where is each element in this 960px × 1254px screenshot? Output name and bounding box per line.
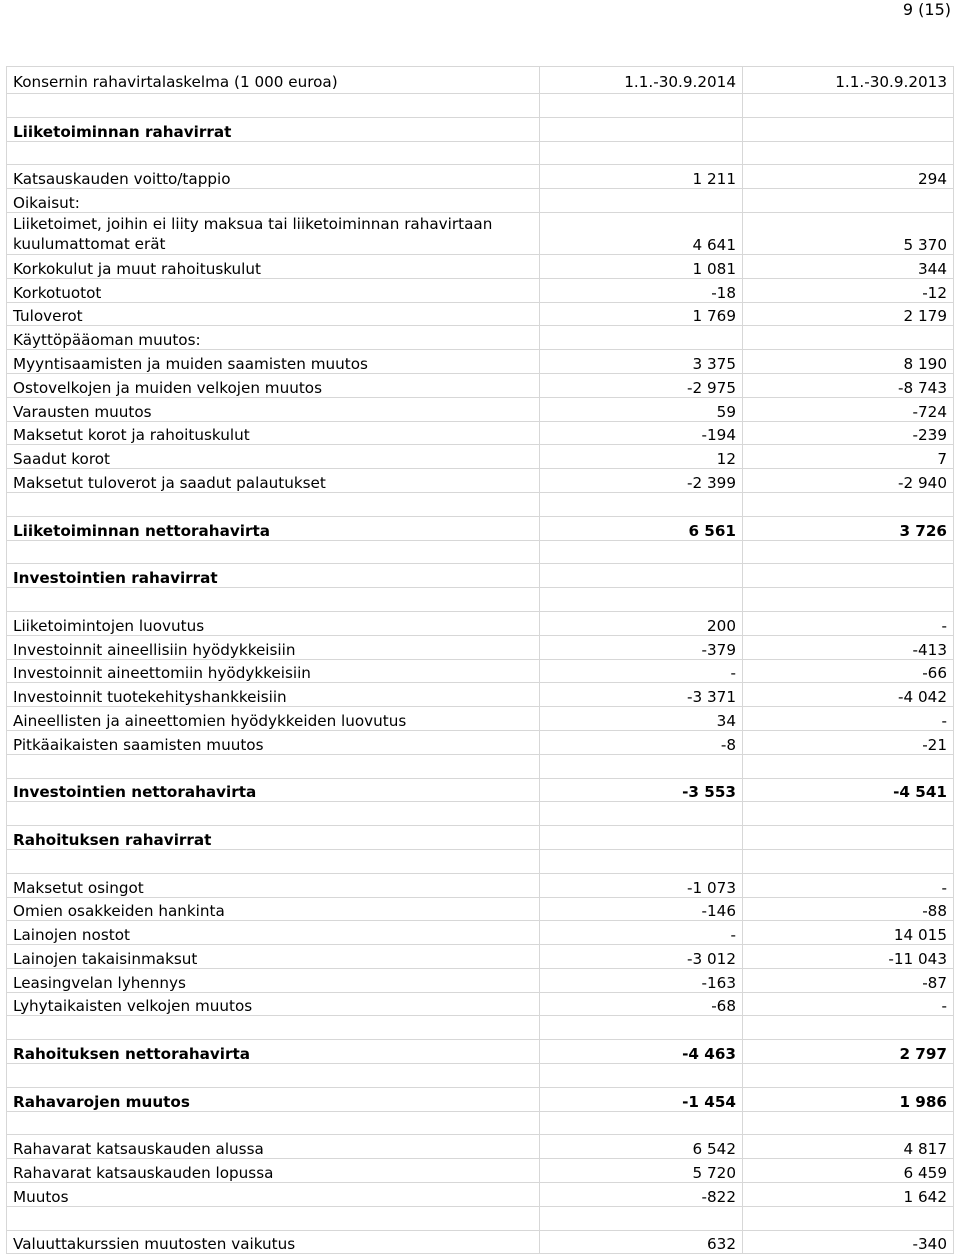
table-row bbox=[7, 683, 954, 707]
spacer-cell bbox=[540, 1111, 743, 1135]
spacer-cell bbox=[7, 1111, 540, 1135]
table-row bbox=[7, 897, 954, 921]
value-2013 bbox=[743, 326, 954, 350]
spacer-cell bbox=[743, 94, 954, 118]
spacer-row bbox=[7, 1206, 954, 1230]
table-row bbox=[7, 611, 954, 635]
row-label: Rahoituksen nettorahavirta bbox=[7, 1040, 540, 1064]
spacer-cell bbox=[540, 540, 743, 564]
table-row bbox=[7, 350, 954, 374]
value-2014: -146 bbox=[540, 897, 743, 921]
value-2013: 1 986 bbox=[743, 1087, 954, 1111]
table-row bbox=[7, 1183, 954, 1207]
table-row bbox=[7, 326, 954, 350]
row-label: Liiketoimintojen luovutus bbox=[7, 611, 540, 635]
table-row bbox=[7, 659, 954, 683]
row-label: Investoinnit aineellisiin hyödykkeisiin bbox=[7, 635, 540, 659]
spacer-cell bbox=[743, 1111, 954, 1135]
row-label: Leasingvelan lyhennys bbox=[7, 968, 540, 992]
spacer-row bbox=[7, 492, 954, 516]
value-2014: 1 081 bbox=[540, 254, 743, 278]
value-2014: -379 bbox=[540, 635, 743, 659]
table-row bbox=[7, 707, 954, 731]
value-2014 bbox=[540, 117, 743, 141]
spacer-cell bbox=[743, 1016, 954, 1040]
spacer-cell bbox=[7, 1016, 540, 1040]
spacer-row bbox=[7, 802, 954, 826]
value-2014: 6 542 bbox=[540, 1135, 743, 1159]
value-2013: 6 459 bbox=[743, 1159, 954, 1183]
spacer-row bbox=[7, 1111, 954, 1135]
value-2013: - bbox=[743, 992, 954, 1016]
table-row bbox=[7, 373, 954, 397]
row-label: Investoinnit tuotekehityshankkeisiin bbox=[7, 683, 540, 707]
total-row bbox=[7, 778, 954, 802]
spacer-cell bbox=[7, 849, 540, 873]
spacer-row bbox=[7, 1016, 954, 1040]
table-row bbox=[7, 1135, 954, 1159]
row-label: Rahavarat katsauskauden alussa bbox=[7, 1135, 540, 1159]
value-2013: - bbox=[743, 873, 954, 897]
column-header-2014: 1.1.-30.9.2014 bbox=[540, 67, 743, 94]
spacer-cell bbox=[7, 540, 540, 564]
spacer-row bbox=[7, 754, 954, 778]
row-label: Liiketoiminnan rahavirrat bbox=[7, 117, 540, 141]
spacer-cell bbox=[7, 1064, 540, 1088]
value-2013 bbox=[743, 826, 954, 850]
row-label: Maksetut osingot bbox=[7, 873, 540, 897]
total-row bbox=[7, 1040, 954, 1064]
spacer-cell bbox=[743, 849, 954, 873]
value-2014: -8 bbox=[540, 730, 743, 754]
table-row bbox=[7, 278, 954, 302]
value-2013: -87 bbox=[743, 968, 954, 992]
table-row bbox=[7, 469, 954, 493]
value-2014: -1 454 bbox=[540, 1087, 743, 1111]
cash-flow-table bbox=[6, 66, 954, 1254]
row-label: Rahavarojen muutos bbox=[7, 1087, 540, 1111]
spacer-cell bbox=[540, 588, 743, 612]
section-header-row bbox=[7, 564, 954, 588]
row-label: Lainojen nostot bbox=[7, 921, 540, 945]
value-2014: 200 bbox=[540, 611, 743, 635]
cash-flow-table-body bbox=[7, 67, 954, 1254]
spacer-cell bbox=[7, 754, 540, 778]
spacer-cell bbox=[743, 588, 954, 612]
spacer-row bbox=[7, 588, 954, 612]
value-2013: -239 bbox=[743, 421, 954, 445]
value-2013: -724 bbox=[743, 397, 954, 421]
row-label: Rahavarat katsauskauden lopussa bbox=[7, 1159, 540, 1183]
row-label: Saadut korot bbox=[7, 445, 540, 469]
value-2014 bbox=[540, 564, 743, 588]
value-2013: -413 bbox=[743, 635, 954, 659]
value-2013: -12 bbox=[743, 278, 954, 302]
spacer-cell bbox=[743, 540, 954, 564]
value-2013: -340 bbox=[743, 1230, 954, 1254]
table-row bbox=[7, 421, 954, 445]
row-label: Korkotuotot bbox=[7, 278, 540, 302]
row-label: Valuuttakurssien muutosten vaikutus bbox=[7, 1230, 540, 1254]
value-2013: - bbox=[743, 707, 954, 731]
total-row bbox=[7, 1087, 954, 1111]
value-2013: 2 179 bbox=[743, 302, 954, 326]
value-2013: 7 bbox=[743, 445, 954, 469]
value-2013: -4 042 bbox=[743, 683, 954, 707]
row-label: Liiketoimet, joihin ei liity maksua tai liiketoiminnan rahavirtaan kuulumattomat erät bbox=[7, 212, 540, 254]
spacer-cell bbox=[7, 802, 540, 826]
row-label: Liiketoiminnan nettorahavirta bbox=[7, 516, 540, 540]
column-header-2013: 1.1.-30.9.2013 bbox=[743, 67, 954, 94]
row-label: Korkokulut ja muut rahoituskulut bbox=[7, 254, 540, 278]
value-2014 bbox=[540, 326, 743, 350]
value-2014: -822 bbox=[540, 1183, 743, 1207]
spacer-cell bbox=[743, 802, 954, 826]
section-header-row bbox=[7, 826, 954, 850]
table-row bbox=[7, 730, 954, 754]
table-row bbox=[7, 212, 954, 254]
total-row bbox=[7, 516, 954, 540]
value-2014: -163 bbox=[540, 968, 743, 992]
value-2014: -68 bbox=[540, 992, 743, 1016]
row-label: Käyttöpääoman muutos: bbox=[7, 326, 540, 350]
spacer-cell bbox=[7, 492, 540, 516]
spacer-cell bbox=[743, 754, 954, 778]
table-row bbox=[7, 1159, 954, 1183]
value-2014: -194 bbox=[540, 421, 743, 445]
row-label: Investoinnit aineettomiin hyödykkeisiin bbox=[7, 659, 540, 683]
spacer-cell bbox=[7, 141, 540, 165]
table-row bbox=[7, 968, 954, 992]
spacer-cell bbox=[7, 94, 540, 118]
table-row bbox=[7, 189, 954, 213]
spacer-row bbox=[7, 94, 954, 118]
value-2014 bbox=[540, 826, 743, 850]
value-2014: -3 371 bbox=[540, 683, 743, 707]
row-label: Pitkäaikaisten saamisten muutos bbox=[7, 730, 540, 754]
spacer-cell bbox=[540, 94, 743, 118]
row-label: Tuloverot bbox=[7, 302, 540, 326]
value-2013 bbox=[743, 189, 954, 213]
value-2013: 3 726 bbox=[743, 516, 954, 540]
table-row bbox=[7, 254, 954, 278]
section-header-row bbox=[7, 117, 954, 141]
value-2014 bbox=[540, 189, 743, 213]
row-label: Muutos bbox=[7, 1183, 540, 1207]
value-2013: - bbox=[743, 611, 954, 635]
table-row bbox=[7, 397, 954, 421]
row-label: Myyntisaamisten ja muiden saamisten muutos bbox=[7, 350, 540, 374]
row-label: Aineellisten ja aineettomien hyödykkeiden luovutus bbox=[7, 707, 540, 731]
value-2013 bbox=[743, 564, 954, 588]
value-2013: -2 940 bbox=[743, 469, 954, 493]
value-2014: -3 012 bbox=[540, 945, 743, 969]
table-row bbox=[7, 873, 954, 897]
row-label: Lyhytaikaisten velkojen muutos bbox=[7, 992, 540, 1016]
row-label: Oikaisut: bbox=[7, 189, 540, 213]
spacer-row bbox=[7, 1064, 954, 1088]
value-2014: -3 553 bbox=[540, 778, 743, 802]
table-row bbox=[7, 302, 954, 326]
row-label: Maksetut korot ja rahoituskulut bbox=[7, 421, 540, 445]
spacer-cell bbox=[540, 492, 743, 516]
value-2013: -88 bbox=[743, 897, 954, 921]
spacer-cell bbox=[743, 1206, 954, 1230]
value-2014: -18 bbox=[540, 278, 743, 302]
table-header-row bbox=[7, 67, 954, 94]
row-label: Investointien rahavirrat bbox=[7, 564, 540, 588]
spacer-cell bbox=[540, 1016, 743, 1040]
row-label: Varausten muutos bbox=[7, 397, 540, 421]
value-2013: 5 370 bbox=[743, 212, 954, 254]
spacer-row bbox=[7, 849, 954, 873]
table-row bbox=[7, 945, 954, 969]
table-row bbox=[7, 635, 954, 659]
spacer-cell bbox=[540, 754, 743, 778]
value-2014: 59 bbox=[540, 397, 743, 421]
spacer-cell bbox=[540, 141, 743, 165]
spacer-cell bbox=[540, 1206, 743, 1230]
value-2013: -11 043 bbox=[743, 945, 954, 969]
table-row bbox=[7, 921, 954, 945]
spacer-cell bbox=[743, 1064, 954, 1088]
value-2013: 14 015 bbox=[743, 921, 954, 945]
table-title: Konsernin rahavirtalaskelma (1 000 euroa) bbox=[7, 67, 540, 94]
value-2013: 4 817 bbox=[743, 1135, 954, 1159]
row-label: Omien osakkeiden hankinta bbox=[7, 897, 540, 921]
row-label: Investointien nettorahavirta bbox=[7, 778, 540, 802]
value-2013: 294 bbox=[743, 165, 954, 189]
value-2014: 5 720 bbox=[540, 1159, 743, 1183]
value-2014: 1 211 bbox=[540, 165, 743, 189]
row-label: Ostovelkojen ja muiden velkojen muutos bbox=[7, 373, 540, 397]
spacer-row bbox=[7, 540, 954, 564]
value-2014: 4 641 bbox=[540, 212, 743, 254]
value-2014: 34 bbox=[540, 707, 743, 731]
value-2014: -2 975 bbox=[540, 373, 743, 397]
value-2013: 1 642 bbox=[743, 1183, 954, 1207]
value-2014: -4 463 bbox=[540, 1040, 743, 1064]
value-2014: - bbox=[540, 659, 743, 683]
value-2014: 6 561 bbox=[540, 516, 743, 540]
page-number: 9 (15) bbox=[902, 0, 951, 19]
value-2014: 12 bbox=[540, 445, 743, 469]
value-2013: -8 743 bbox=[743, 373, 954, 397]
table-row bbox=[7, 445, 954, 469]
spacer-cell bbox=[743, 141, 954, 165]
spacer-cell bbox=[7, 1206, 540, 1230]
value-2013 bbox=[743, 117, 954, 141]
spacer-row bbox=[7, 141, 954, 165]
row-label: Maksetut tuloverot ja saadut palautukset bbox=[7, 469, 540, 493]
row-label: Rahoituksen rahavirrat bbox=[7, 826, 540, 850]
value-2013: -4 541 bbox=[743, 778, 954, 802]
value-2013: 8 190 bbox=[743, 350, 954, 374]
value-2014: - bbox=[540, 921, 743, 945]
table-row bbox=[7, 992, 954, 1016]
value-2013: 344 bbox=[743, 254, 954, 278]
spacer-cell bbox=[540, 802, 743, 826]
value-2014: 1 769 bbox=[540, 302, 743, 326]
value-2013: -21 bbox=[743, 730, 954, 754]
spacer-cell bbox=[540, 849, 743, 873]
row-label: Katsauskauden voitto/tappio bbox=[7, 165, 540, 189]
row-label: Lainojen takaisinmaksut bbox=[7, 945, 540, 969]
value-2014: -2 399 bbox=[540, 469, 743, 493]
value-2014: -1 073 bbox=[540, 873, 743, 897]
spacer-cell bbox=[743, 492, 954, 516]
value-2013: 2 797 bbox=[743, 1040, 954, 1064]
spacer-cell bbox=[540, 1064, 743, 1088]
value-2013: -66 bbox=[743, 659, 954, 683]
table-row bbox=[7, 1230, 954, 1254]
value-2014: 632 bbox=[540, 1230, 743, 1254]
spacer-cell bbox=[7, 588, 540, 612]
table-row bbox=[7, 165, 954, 189]
value-2014: 3 375 bbox=[540, 350, 743, 374]
